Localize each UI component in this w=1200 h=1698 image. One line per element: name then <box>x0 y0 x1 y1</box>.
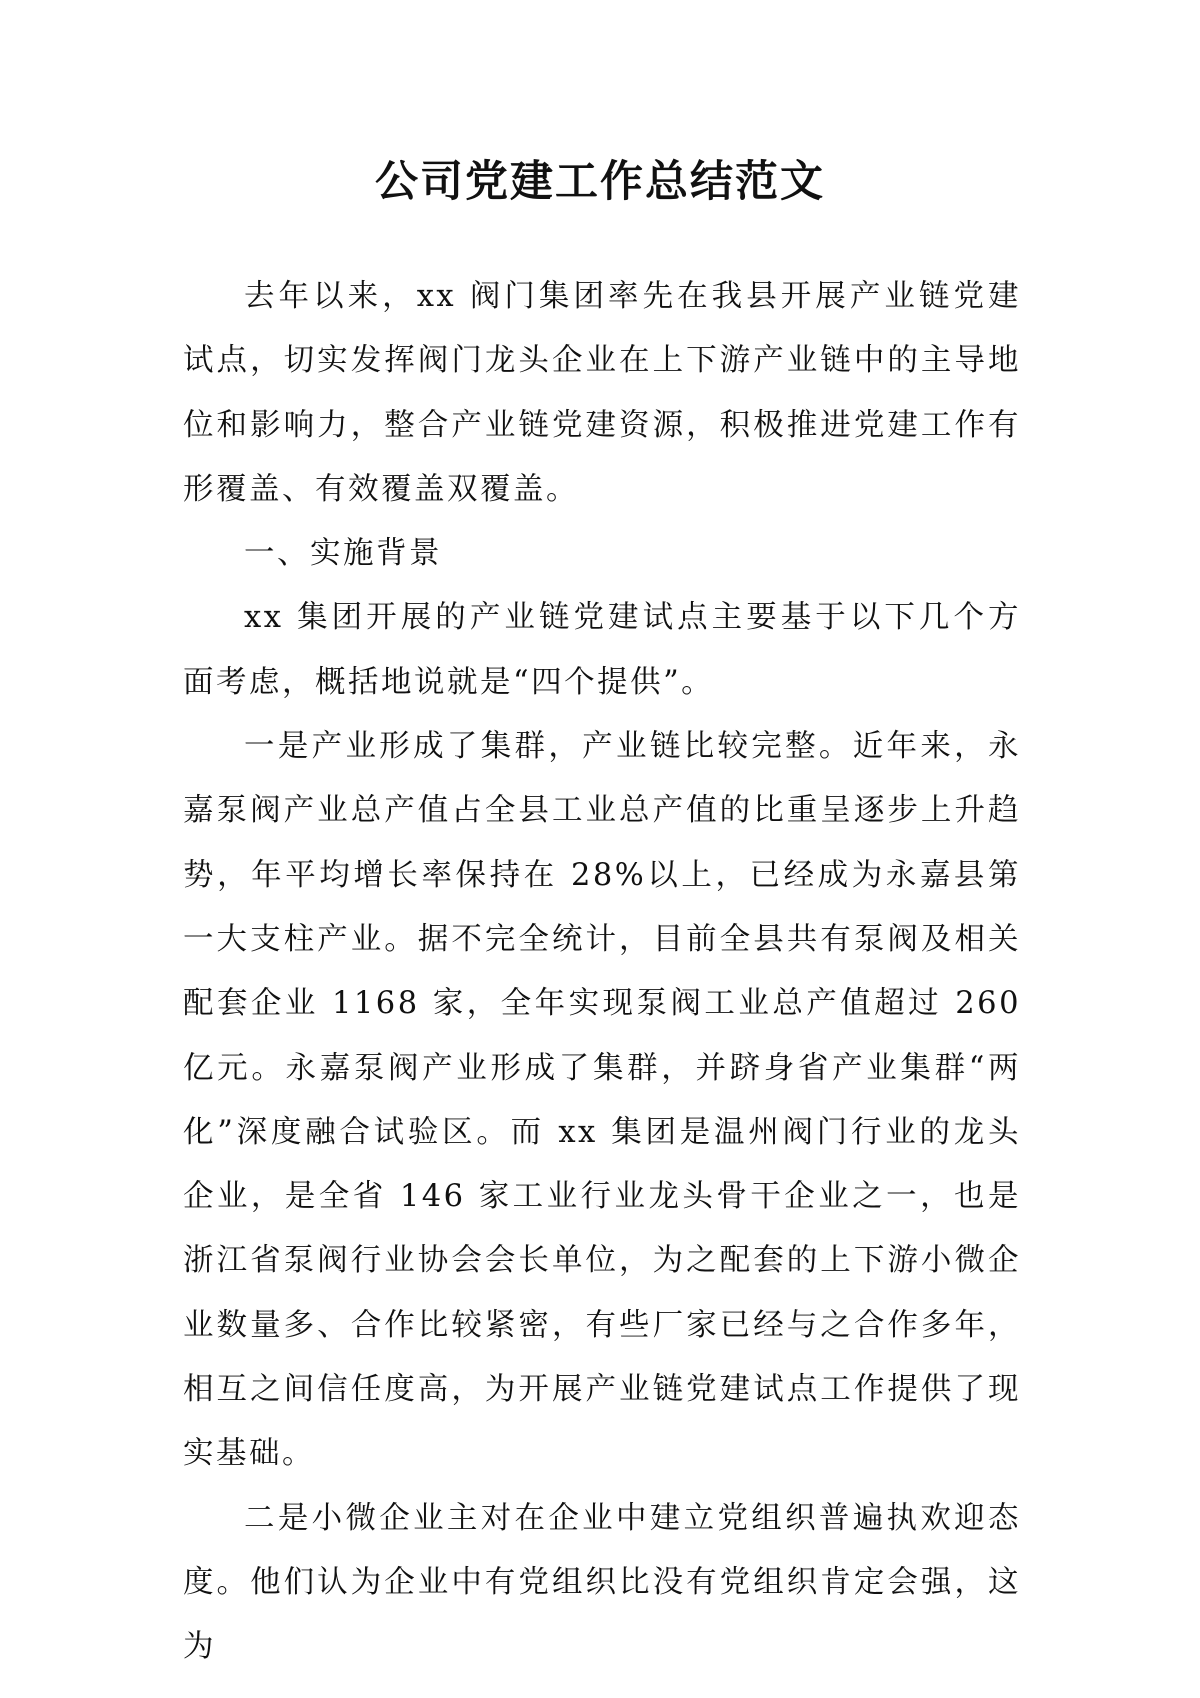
document-body <box>183 265 1021 1680</box>
point-one-paragraph: 一是产业形成了集群，产业链比较完整。近年来，永嘉泵阀产业总产值占全县工业总产值的比重呈逐步上升趋势，年平均增长率保持在 28%以上，已经成为永嘉县第一大支柱产业。据不完全统计，目前全县共有泵阀及相关配套企业 1168 家，全年实现泵阀工业总产值超过 260 亿元。永嘉泵阀产业形成了集群，并跻身省产业集群“两化”深度融合试验区。而 xx 集团是温州阀门行业的龙头企业，是全省 146 家工业行业龙头骨干企业之一，也是浙江省泵阀行业协会会长单位，为之配套的上下游小微企业数量多、合作比较紧密，有些厂家已经与之合作多年，相互之间信任度高，为开展产业链党建试点工作提供了现实基础。 <box>183 729 1021 1472</box>
document-title: 公司党建工作总结范文 <box>375 157 825 207</box>
section-heading-background: 一、实施背景 <box>244 536 442 572</box>
point-two-paragraph: 二是小微企业主对在企业中建立党组织普遍执欢迎态度。他们认为企业中有党组织比没有党组织肯定会强，这为 <box>183 1500 1021 1665</box>
background-intro-paragraph: xx 集团开展的产业链党建试点主要基于以下几个方面考虑，概括地说就是“四个提供”。 <box>183 600 1021 700</box>
intro-paragraph: 去年以来，xx 阀门集团率先在我县开展产业链党建试点，切实发挥阀门龙头企业在上下游产业链中的主导地位和影响力，整合产业链党建资源，积极推进党建工作有形覆盖、有效覆盖双覆盖。 <box>183 279 1021 507</box>
